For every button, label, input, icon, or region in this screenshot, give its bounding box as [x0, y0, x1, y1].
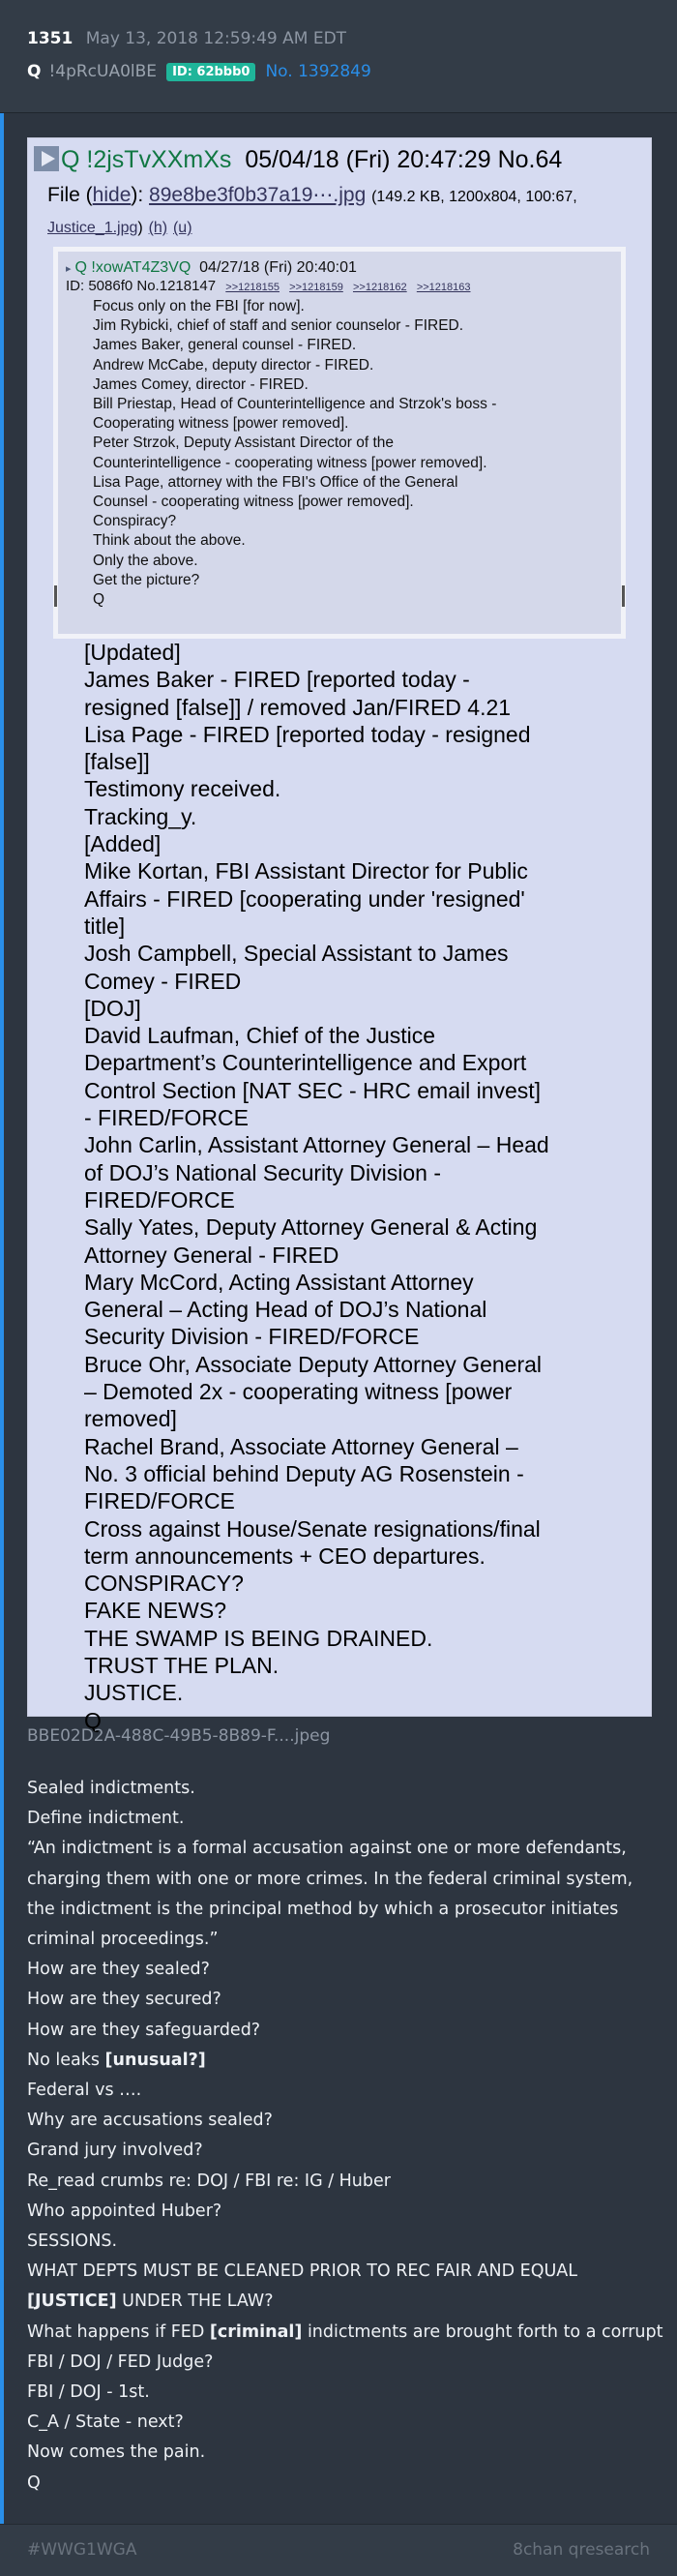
bold-text: [criminal]: [209, 2321, 303, 2342]
text-line: [Updated]: [84, 640, 181, 665]
text-line: No. 3 official behind Deputy AG Rosenstein -: [84, 1460, 524, 1486]
line-text: FBI / DOJ / FED Judge?: [27, 2351, 214, 2372]
body-line: [27, 2408, 646, 2438]
text-line: Only the above.: [93, 552, 198, 569]
line-text: C_A / State - next?: [27, 2412, 184, 2433]
quoted-ref: >>1218162: [352, 282, 407, 293]
image-caption[interactable]: BBE02D2A-488C-49B5-8B89-F....jpeg: [27, 1726, 331, 1746]
author-row: [27, 62, 371, 81]
text-line: [Added]: [84, 831, 162, 857]
play-icon: [34, 146, 59, 171]
body-line: [27, 2076, 646, 2106]
text-line: Comey - FIRED: [84, 968, 242, 994]
post-number: 1351: [27, 29, 74, 48]
quoted-post: [53, 247, 626, 639]
scroll-mark-right: [622, 585, 625, 607]
text-line: Conspiracy?: [93, 513, 177, 530]
post-body: [27, 1774, 663, 2499]
line-text: “An indictment is a formal accusation against one or more defendants,: [27, 1839, 627, 1859]
file-label: File (: [47, 184, 93, 206]
text-line: Q: [84, 1707, 102, 1733]
text-line: Counsel - cooperating witness [power removed].: [93, 494, 414, 511]
id-badge: ID: 62bbb0: [166, 63, 255, 81]
text-line: CONSPIRACY?: [84, 1571, 244, 1597]
text-line: JUSTICE.: [84, 1680, 184, 1706]
quoted-ref: >>1218163: [416, 282, 471, 293]
quoted-id-line: [66, 278, 471, 294]
line-text: FBI / DOJ - 1st.: [27, 2382, 150, 2403]
line-text: Federal vs ….: [27, 2081, 142, 2101]
triangle-icon: ▸: [66, 263, 72, 275]
body-line: [27, 2438, 646, 2468]
image-main-text: [84, 639, 645, 1734]
text-line: resigned [false]] / removed Jan/FIRED 4.21: [84, 694, 512, 720]
body-line: [27, 2197, 646, 2227]
hashtag[interactable]: #WWG1WGA: [27, 2540, 137, 2560]
body-line: [27, 1955, 646, 1985]
line-text: indictments are brought forth to a corrupt: [302, 2321, 663, 2342]
text-line: Get the picture?: [93, 571, 200, 588]
text-line: Q: [93, 591, 105, 609]
source-label: 8chan qresearch: [513, 2540, 650, 2560]
text-line: Cooperating witness [power removed].: [93, 415, 349, 433]
post-link[interactable]: No. 1392849: [265, 62, 371, 81]
body-line: [27, 2227, 646, 2257]
line-text: Who appointed Huber?: [27, 2201, 222, 2221]
text-line: Mike Kortan, FBI Assistant Director for Public: [84, 858, 528, 884]
body-line: [27, 1895, 646, 1925]
line-text: Now comes the pain.: [27, 2442, 206, 2463]
text-line: title]: [84, 913, 126, 939]
text-line: term announcements + CEO departures.: [84, 1543, 486, 1569]
line-text: Grand jury involved?: [27, 2141, 203, 2161]
text-line: – Demoted 2x - cooperating witness [power: [84, 1379, 513, 1405]
quoted-ref: >>1218155: [225, 282, 280, 293]
text-line: [DOJ]: [84, 995, 141, 1021]
body-line: [27, 1774, 646, 1804]
text-line: FAKE NEWS?: [84, 1598, 226, 1624]
card-date: 05/04/18 (Fri) 20:47:29 No.64: [245, 146, 563, 173]
body-line: [27, 2016, 646, 2046]
line-text: No leaks: [27, 2050, 105, 2070]
body-line: [27, 1925, 646, 1955]
quoted-body: [93, 297, 605, 610]
text-line: [false]]: [84, 749, 150, 775]
quoted-head: [66, 259, 357, 277]
card-trip: Q !2jsTvXXmXs: [61, 146, 232, 173]
body-line: [27, 2348, 646, 2378]
text-line: Andrew McCabe, deputy director - FIRED.: [93, 356, 374, 374]
text-line: Sally Yates, Deputy Attorney General & Acting: [84, 1214, 538, 1241]
text-line: Bill Priestap, Head of Counterintelligence and Strzok's boss -: [93, 396, 497, 413]
text-line: Affairs - FIRED [cooperating under 'resigned': [84, 885, 525, 912]
bold-text: [JUSTICE]: [27, 2291, 117, 2312]
text-line: David Laufman, Chief of the Justice: [84, 1023, 436, 1049]
body-line: [27, 2257, 646, 2287]
text-line: Control Section [NAT SEC - HRC email invest]: [84, 1077, 542, 1103]
post-header: [0, 0, 677, 113]
post-footer: [0, 2524, 677, 2576]
body-line: [27, 2287, 646, 2317]
line-text: How are they secured?: [27, 1990, 221, 2010]
text-line: - FIRED/FORCE: [84, 1105, 249, 1131]
text-line: Testimony received.: [84, 776, 281, 802]
line-text: Why are accusations sealed?: [27, 2111, 273, 2131]
line-text: Re_read crumbs re: DOJ / FBI re: IG / Huber: [27, 2171, 391, 2191]
text-line: James Baker, general counsel - FIRED.: [93, 337, 357, 354]
text-line: FIRED/FORCE: [84, 1186, 235, 1213]
body-line: [27, 2136, 646, 2166]
text-line: of DOJ’s National Security Division -: [84, 1159, 441, 1185]
text-line: Attorney General - FIRED: [84, 1242, 339, 1268]
text-line: Cross against House/Senate resignations/final: [84, 1515, 541, 1542]
text-line: Jim Rybicki, chief of staff and senior counselor - FIRED.: [93, 317, 464, 335]
body-line: [27, 1834, 646, 1864]
line-text: criminal proceedings.”: [27, 1930, 219, 1950]
body-line: [27, 1804, 646, 1834]
file-meta: (149.2 KB, 1200x804, 100:67,: [371, 189, 577, 205]
scroll-mark-left: [54, 585, 57, 607]
quoted-id: ID: 5086f0 No.1218147: [66, 278, 217, 294]
text-line: John Carlin, Assistant Attorney General – Head: [84, 1132, 549, 1158]
body-line: [27, 2469, 646, 2499]
post-date: May 13, 2018 12:59:49 AM EDT: [85, 29, 347, 48]
text-line: Security Division - FIRED/FORCE: [84, 1324, 420, 1350]
line-text: Sealed indictments.: [27, 1779, 195, 1798]
text-line: Peter Strzok, Deputy Assistant Director of the: [93, 434, 394, 452]
line-text: How are they sealed?: [27, 1960, 210, 1980]
text-line: Josh Campbell, Special Assistant to James: [84, 941, 509, 967]
text-line: Tracking_y.: [84, 803, 197, 829]
line-text: WHAT DEPTS MUST BE CLEANED PRIOR TO REC FAIR AND EQUAL: [27, 2261, 578, 2282]
body-line: [27, 1985, 646, 2015]
text-line: Focus only on the FBI [for now].: [93, 298, 305, 315]
attached-image[interactable]: [27, 137, 652, 1733]
h-link: (h): [148, 220, 168, 236]
text-line: General – Acting Head of DOJ’s National: [84, 1297, 487, 1323]
quoted-trip: Q !xowAT4Z3VQ: [74, 259, 191, 276]
text-line: James Comey, director - FIRED.: [93, 375, 309, 393]
text-line: Mary McCord, Acting Assistant Attorney: [84, 1269, 474, 1295]
line-text: SESSIONS.: [27, 2232, 118, 2252]
text-line: FIRED/FORCE: [84, 1488, 235, 1514]
text-line: THE SWAMP IS BEING DRAINED.: [84, 1625, 433, 1651]
line-text: Q: [27, 2472, 41, 2493]
body-line: [27, 2378, 646, 2408]
body-line: [27, 2046, 646, 2076]
tripcode: !4pRcUA0lBE: [48, 62, 158, 81]
file-line: File (hide): 89e8be3f0b37a19⋯.jpg (149.2 KB, 1200x804, 100:67, Justice_1.jpg) (h) (u): [47, 184, 577, 236]
body-line: [27, 1865, 646, 1895]
text-line: Think about the above.: [93, 532, 246, 550]
quoted-date: 04/27/18 (Fri) 20:40:01: [199, 259, 357, 276]
line-text: the indictment is the principal method by which a prosecutor initiates: [27, 1899, 619, 1919]
text-line: Bruce Ohr, Associate Deputy Attorney General: [84, 1351, 543, 1377]
body-line: [27, 2318, 663, 2348]
u-link: (u): [172, 220, 192, 236]
accent-bar: [0, 113, 4, 2524]
text-line: Department’s Counterintelligence and Export: [84, 1050, 527, 1076]
author-name: Q: [27, 62, 42, 81]
bold-text: [unusual?]: [104, 2050, 206, 2070]
text-line: Lisa Page, attorney with the FBI's Office of the General: [93, 473, 458, 491]
line-text: What happens if FED: [27, 2321, 210, 2342]
quoted-ref: >>1218159: [289, 282, 343, 293]
text-line: Counterintelligence - cooperating witness [power removed].: [93, 454, 487, 471]
body-line: [27, 2167, 646, 2197]
text-line: TRUST THE PLAN.: [84, 1652, 280, 1678]
file-name: 89e8be3f0b37a19⋯.jpg: [149, 184, 367, 206]
text-line: James Baker - FIRED [reported today -: [84, 667, 470, 693]
line-text: Define indictment.: [27, 1809, 185, 1829]
text-line: removed]: [84, 1406, 177, 1432]
text-line: Lisa Page - FIRED [reported today - resigned: [84, 721, 531, 747]
hide-link: hide: [92, 184, 132, 206]
file-sep: ):: [131, 184, 144, 206]
line-text: charging them with one or more crimes. In the federal criminal system,: [27, 1869, 633, 1889]
body-line: [27, 2106, 646, 2136]
file-orig-name: Justice_1.jpg: [47, 220, 138, 236]
text-line: Rachel Brand, Associate Attorney General –: [84, 1433, 518, 1459]
post-meta: [27, 29, 346, 48]
line-text: UNDER THE LAW?: [116, 2291, 274, 2312]
line-text: How are they safeguarded?: [27, 2020, 261, 2040]
image-card-head: [34, 146, 562, 174]
